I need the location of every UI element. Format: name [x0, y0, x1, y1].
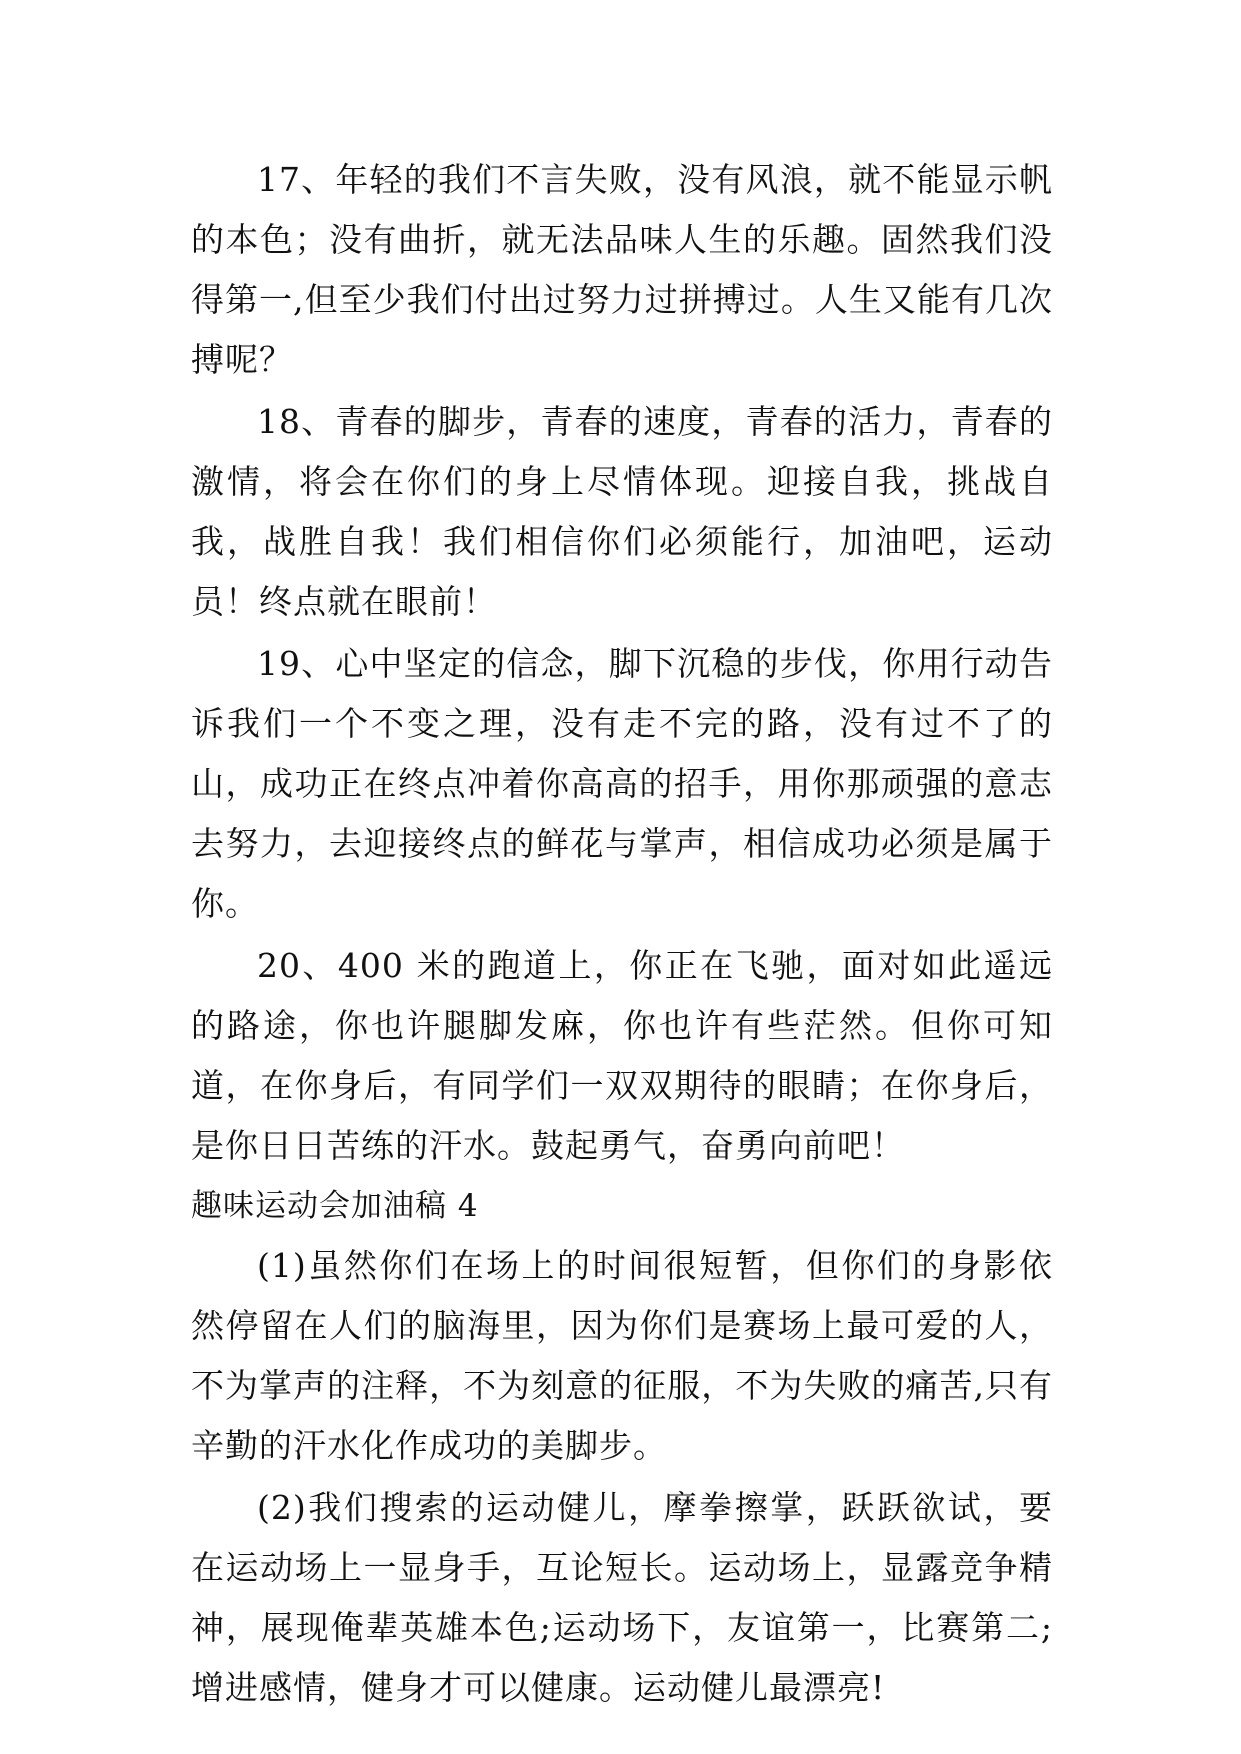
document-page — [191, 150, 1053, 1718]
paragraph-17: 17、年轻的我们不言失败，没有风浪，就不能显示帆的本色；没有曲折，就无法品味人生的乐趣。固然我们没得第一,但至少我们付出过努力过拼搏过。人生又能有几次搏呢？ — [191, 160, 1053, 379]
paragraph-20: 20、400 米的跑道上，你正在飞驰，面对如此遥远的路途，你也许腿脚发麻，你也许有些茫然。但你可知道，在你身后，有同学们一双双期待的眼睛；在你身后，是你日日苦练的汗水。鼓起勇气，奋勇向前吧！ — [191, 946, 1053, 1165]
section-heading: 趣味运动会加油稿 4 — [191, 1188, 479, 1224]
paragraph-cheer-2: (2)我们搜索的运动健儿，摩拳擦掌，跃跃欲试，要在运动场上一显身手，互论短长。运动场上，显露竞争精神，展现俺辈英雄本色;运动场下，友谊第一，比赛第二;增进感情，健身才可以健康。运动健儿最漂亮! — [191, 1488, 1053, 1707]
paragraph-19: 19、心中坚定的信念，脚下沉稳的步伐，你用行动告诉我们一个不变之理，没有走不完的路，没有过不了的山，成功正在终点冲着你高高的招手，用你那顽强的意志去努力，去迎接终点的鲜花与掌声，相信成功必须是属于你。 — [191, 644, 1053, 923]
paragraph-18: 18、青春的脚步，青春的速度，青春的活力，青春的激情，将会在你们的身上尽情体现。迎接自我，挑战自我，战胜自我！我们相信你们必须能行，加油吧，运动员！终点就在眼前！ — [191, 402, 1053, 621]
paragraph-cheer-1: (1)虽然你们在场上的时间很短暂，但你们的身影依然停留在人们的脑海里，因为你们是赛场上最可爱的人，不为掌声的注释，不为刻意的征服，不为失败的痛苦,只有辛勤的汗水化作成功的美脚步。 — [191, 1246, 1053, 1465]
